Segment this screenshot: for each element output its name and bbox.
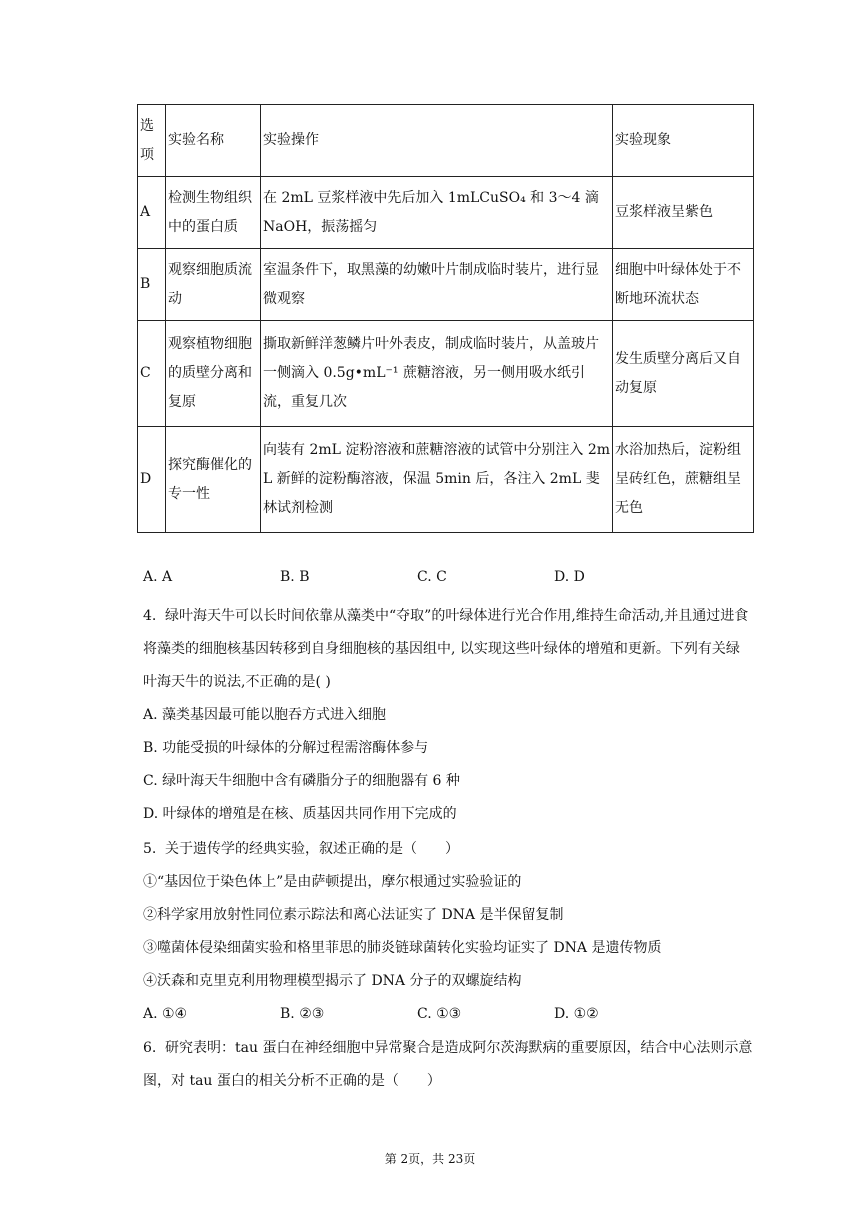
header-operation: 实验操作 xyxy=(261,105,613,177)
q5-number: 5. xyxy=(143,841,157,857)
q4-number: 4. xyxy=(143,608,157,624)
q6-number: 6. xyxy=(143,1040,157,1056)
page-footer: 第 2页，共 23页 xyxy=(384,1152,476,1166)
row-option: A xyxy=(138,177,166,249)
q6-stem: 研究表明：tau 蛋白在神经细胞中异常聚合是造成阿尔茨海默病的重要原因，结合中心法则示意图，对 tau 蛋白的相关分析不正确的是（ ） xyxy=(143,1040,753,1089)
question-5 xyxy=(143,833,753,1031)
row-name: 探究酶催化的专一性 xyxy=(166,427,261,533)
row-name: 观察植物细胞的质壁分离和复原 xyxy=(166,321,261,427)
row-result: 水浴加热后，淀粉组呈砖红色，蔗糖组呈无色 xyxy=(613,427,754,533)
q5-stem-line xyxy=(143,833,753,866)
row-operation: 撕取新鲜洋葱鳞片叶外表皮，制成临时装片，从盖玻片一侧滴入 0.5g•mL⁻¹ 蔗糖溶液，另一侧用吸水纸引流，重复几次 xyxy=(261,321,613,427)
table-row xyxy=(138,177,754,249)
row-result: 细胞中叶绿体处于不断地环流状态 xyxy=(613,249,754,321)
experiment-table xyxy=(137,104,754,533)
q4-option: C. 绿叶海天牛细胞中含有磷脂分子的细胞器有 6 种 xyxy=(143,773,460,789)
header-option: 选项 xyxy=(138,105,166,177)
row-operation: 室温条件下，取黑藻的幼嫩叶片制成临时装片，进行显微观察 xyxy=(261,249,613,321)
table-row xyxy=(138,249,754,321)
q3-option-d: D. D xyxy=(554,569,585,585)
q4-option: D. 叶绿体的增殖是在核、质基因共同作用下完成的 xyxy=(143,806,457,822)
q5-item: ④沃森和克里克利用物理模型揭示了 DNA 分子的双螺旋结构 xyxy=(143,973,522,989)
q4-stem: 绿叶海天牛可以长时间依靠从藻类中“夺取”的叶绿体进行光合作用,维持生命活动,并且通过进食将藻类的细胞核基因转移到自身细胞核的基因组中, 以实现这些叶绿体的增殖和更新。下列有关绿叶海天牛的说法,不正确的是( ) xyxy=(143,608,749,690)
q5-option-a: A. ①④ xyxy=(143,1006,188,1022)
q5-item: ②科学家用放射性同位素示踪法和离心法证实了 DNA 是半保留复制 xyxy=(143,907,564,923)
q6-stem-line xyxy=(143,1032,753,1098)
q3-options xyxy=(143,569,691,585)
table-header-row xyxy=(138,105,754,177)
q5-stem: 关于遗传学的经典实验，叙述正确的是（ ） xyxy=(165,841,459,857)
header-result: 实验现象 xyxy=(613,105,754,177)
q4-stem-line xyxy=(143,600,753,699)
q5-option-b: B. ②③ xyxy=(280,1006,325,1022)
q5-option-c: C. ①③ xyxy=(417,1006,462,1022)
header-name: 实验名称 xyxy=(166,105,261,177)
row-option: B xyxy=(138,249,166,321)
row-name: 检测生物组织中的蛋白质 xyxy=(166,177,261,249)
row-result: 发生质壁分离后又自动复原 xyxy=(613,321,754,427)
q5-item: ③噬菌体侵染细菌实验和格里菲思的肺炎链球菌转化实验均证实了 DNA 是遗传物质 xyxy=(143,940,662,956)
row-operation: 在 2mL 豆浆样液中先后加入 1mLCuSO₄ 和 3～4 滴 NaOH，振荡摇匀 xyxy=(261,177,613,249)
question-6 xyxy=(143,1032,753,1098)
q3-option-c: C. C xyxy=(417,569,447,585)
q5-option-d: D. ①② xyxy=(554,1006,599,1022)
table-row xyxy=(138,321,754,427)
row-option: D xyxy=(138,427,166,533)
q4-option: A. 藻类基因最可能以胞吞方式进入细胞 xyxy=(143,707,387,723)
row-operation: 向装有 2mL 淀粉溶液和蔗糖溶液的试管中分别注入 2mL 新鲜的淀粉酶溶液，保温 5min 后，各注入 2mL 斐林试剂检测 xyxy=(261,427,613,533)
question-4 xyxy=(143,600,753,831)
q4-option: B. 功能受损的叶绿体的分解过程需溶酶体参与 xyxy=(143,740,429,756)
q5-item: ①“基因位于染色体上”是由萨顿提出，摩尔根通过实验验证的 xyxy=(143,874,522,890)
q3-option-b: B. B xyxy=(280,569,310,585)
row-result: 豆浆样液呈紫色 xyxy=(613,177,754,249)
row-option: C xyxy=(138,321,166,427)
q5-options xyxy=(143,998,753,1031)
table-row xyxy=(138,427,754,533)
row-name: 观察细胞质流动 xyxy=(166,249,261,321)
q3-option-a: A. A xyxy=(143,569,173,585)
